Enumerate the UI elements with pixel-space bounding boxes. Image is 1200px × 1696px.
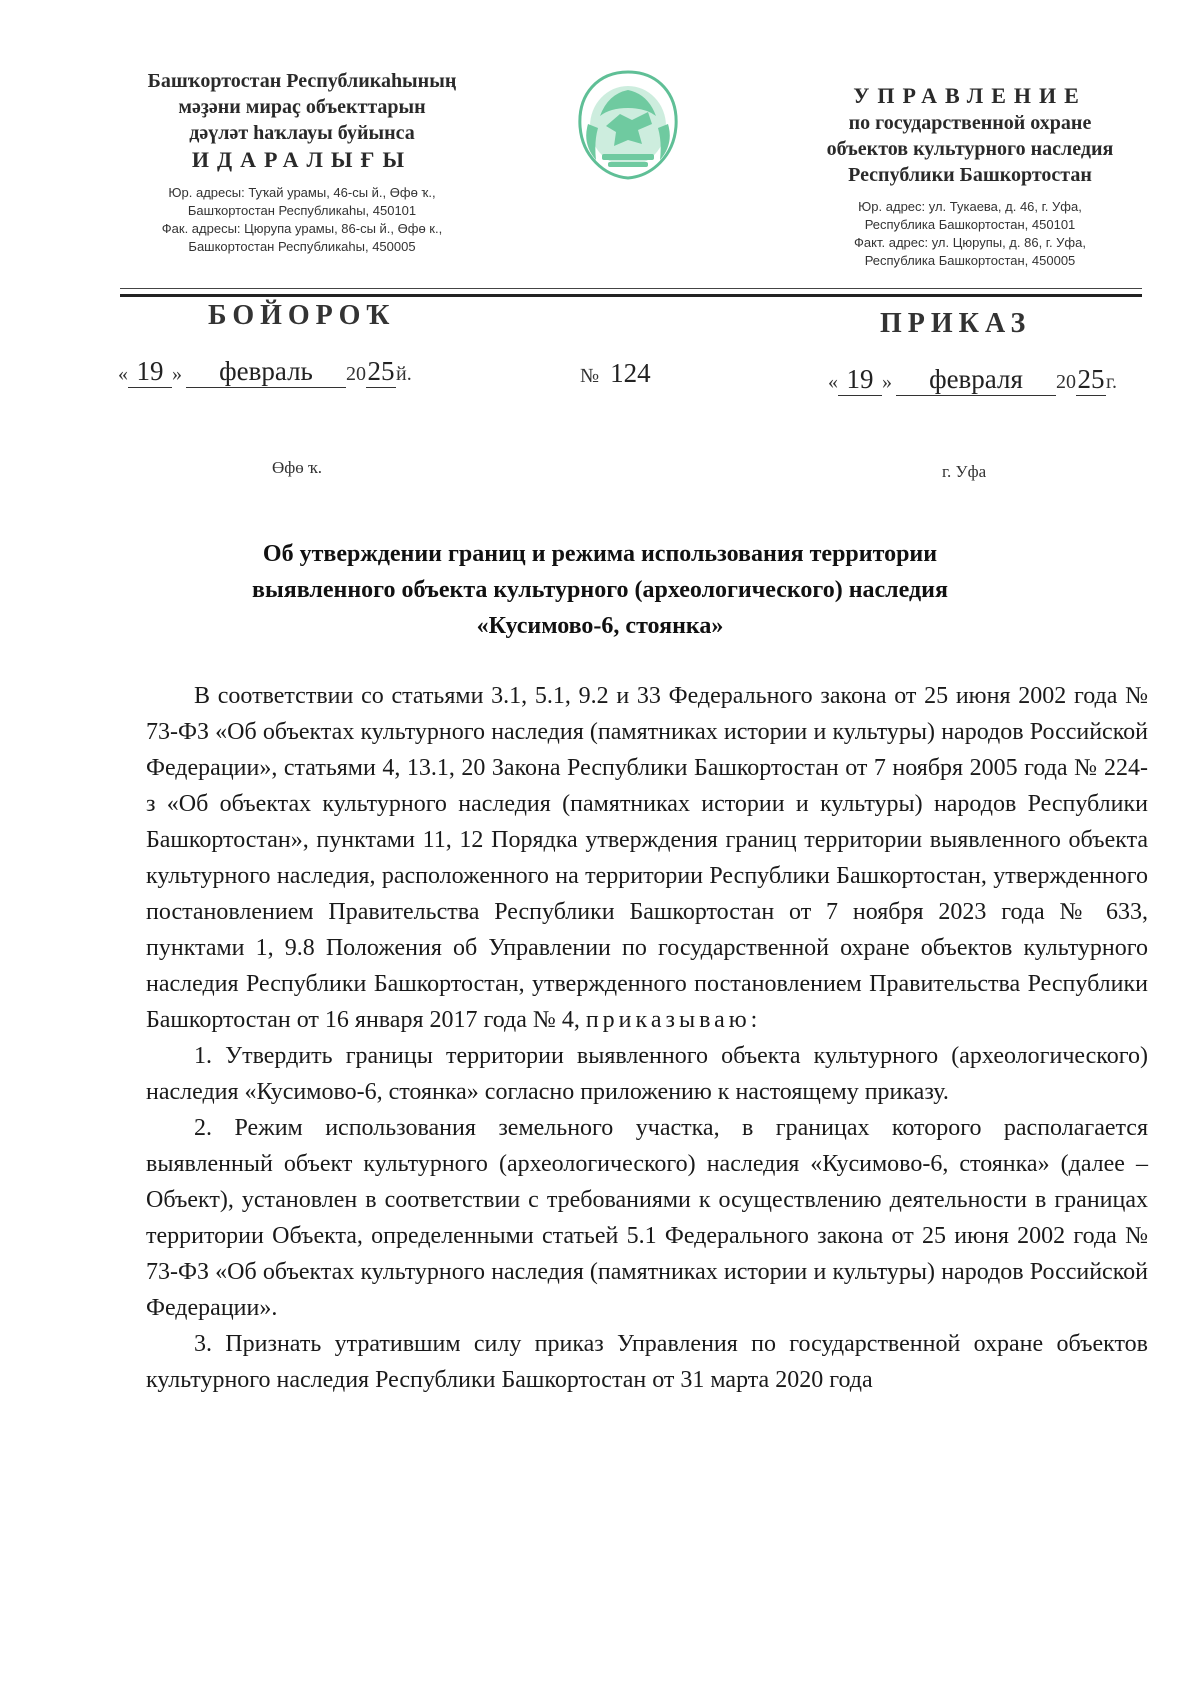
org-name-ru-line3: объектов культурного наследия: [826, 138, 1114, 160]
order-word: приказываю:: [585, 1007, 762, 1033]
document-title-line2: выявленного объекта культурного (археологического) наследия: [252, 577, 948, 603]
order-title-ru: ПРИКАЗ: [880, 308, 1032, 339]
date-ru-suffix: г.: [1106, 371, 1117, 393]
address-ru-line1: Юр. адрес: ул. Тукаева, д. 46, г. Уфа,: [858, 199, 1082, 214]
bashkortostan-emblem-icon: [568, 64, 688, 184]
preamble-text: В соответствии со статьями 3.1, 5.1, 9.2 и 33 Федерального закона от 25 июня 2002 года № 73-ФЗ «Об объектах культурного наследия (памятниках истории и культуры) народов Российской Федерации», статьями 4, 13.1, 20 Закона Республики Башкортостан от 7 ноября 2005 года № 224-з «Об объектах культурного наследия (памятниках истории и культуры) народов Республики Башкортостан», пунктами 11, 12 Порядка утверждения границ территории выявленного объекта культурного наследия, расположенного на территории Республики Башкортостан, утвержденного постановлением Правительства Республики Башкортостан от 7 ноября 2023 года № 633, пунктами 1, 9.8 Положения об Управлении по государственной охране объектов культурного наследия Республики Башкортостан, утвержденного постановлением Правительства Республики Башкортостан от 16 января 2017 года № 4,: [146, 683, 1148, 1033]
body-paragraph-1: 1. Утвердить границы территории выявленного объекта культурного (археологического) наследия «Кусимово-6, стоянка» согласно приложению к настоящему приказу.: [146, 1043, 1148, 1105]
date-ru-close-quote: »: [882, 371, 892, 393]
date-ru-day: 19: [846, 364, 874, 394]
header-divider-thick: [120, 294, 1142, 297]
address-ru-line2: Республика Башкортостан, 450101: [864, 217, 1076, 232]
org-name-ba-line3: дәүләт һаҡлауы буйынса: [189, 122, 415, 144]
org-name-ba-line2: мәҙәни мираҫ объекттарын: [178, 96, 426, 118]
date-ba-suffix: й.: [396, 363, 412, 385]
body-paragraph-preamble: [146, 678, 1148, 1038]
address-ba-line1: Юр. адресы: Туҡай урамы, 46-сы й., Өфө ҡ.,: [168, 185, 436, 200]
document-title-line1: Об утверждении границ и режима использования территории: [262, 541, 938, 567]
address-ru-line4: Республика Башкортостан, 450005: [864, 253, 1076, 268]
date-ba-open-quote: «: [118, 363, 128, 385]
header-right-block: [790, 82, 1150, 270]
date-ru-month: февраля: [929, 364, 1023, 394]
address-ba-line4: Башкортостан Республикаһы, 450005: [188, 239, 416, 254]
date-ba-close-quote: »: [172, 363, 182, 385]
header-divider-thin: [120, 288, 1142, 289]
org-name-ba-line4: ИДАРАЛЫҒЫ: [191, 147, 413, 172]
document-title-line3: «Кусимово-6, стоянка»: [476, 613, 724, 639]
document-body: [146, 678, 1148, 1398]
address-ru-line3: Факт. адрес: ул. Цюрупы, д. 86, г. Уфа,: [854, 235, 1086, 250]
date-ba-month: февраль: [219, 356, 313, 386]
address-ru: [790, 198, 1150, 270]
date-ba-year-prefix: 20: [346, 363, 366, 385]
org-name-ba-line1: Башҡортостан Республикаһының: [147, 70, 457, 92]
order-number-sign: №: [580, 365, 600, 387]
date-ru-year-suffix: 25: [1077, 364, 1105, 394]
order-number: [580, 358, 651, 389]
header-left-block: [112, 68, 492, 256]
date-ru-year-prefix: 20: [1056, 371, 1076, 393]
place-ru: г. Уфа: [942, 462, 987, 481]
date-ba-day: 19: [136, 356, 164, 386]
place-ba: Өфө ҡ.: [272, 458, 323, 477]
address-ba-line3: Фак. адресы: Цюрупа урамы, 86-сы й., Өфө к.,: [161, 221, 443, 236]
date-ba: [118, 356, 412, 388]
org-name-ru-line2: по государственной охране: [848, 112, 1092, 134]
order-number-value: 124: [610, 358, 651, 388]
date-ru: [828, 364, 1117, 396]
order-title-ba: БОЙОРОҠ: [208, 300, 396, 331]
org-name-ru-line1: УПРАВЛЕНИЕ: [853, 83, 1087, 108]
body-paragraph-2: 2. Режим использования земельного участка, в границах которого располагается выявленный объект культурного (археологического) наследия «Кусимово-6, стоянка» (далее – Объект), установлен в соответствии с требованиями к осуществлению деятельности в границах территории Объекта, определенными статьей 5.1 Федерального закона от 25 июня 2002 года № 73-ФЗ «Об объектах культурного наследия (памятниках истории и культуры) народов Российской Федерации».: [146, 1115, 1148, 1321]
org-name-ru-line4: Республики Башкортостан: [848, 164, 1092, 186]
date-ba-year-suffix: 25: [367, 356, 395, 386]
address-ba: [112, 184, 492, 256]
address-ba-line2: Башҡортостан Республикаһы, 450101: [187, 203, 417, 218]
date-ru-open-quote: «: [828, 371, 838, 393]
document-title: [150, 536, 1050, 644]
body-paragraph-3: 3. Признать утратившим силу приказ Управления по государственной охране объектов культурного наследия Республики Башкортостан от 31 марта 2020 года: [146, 1331, 1148, 1393]
